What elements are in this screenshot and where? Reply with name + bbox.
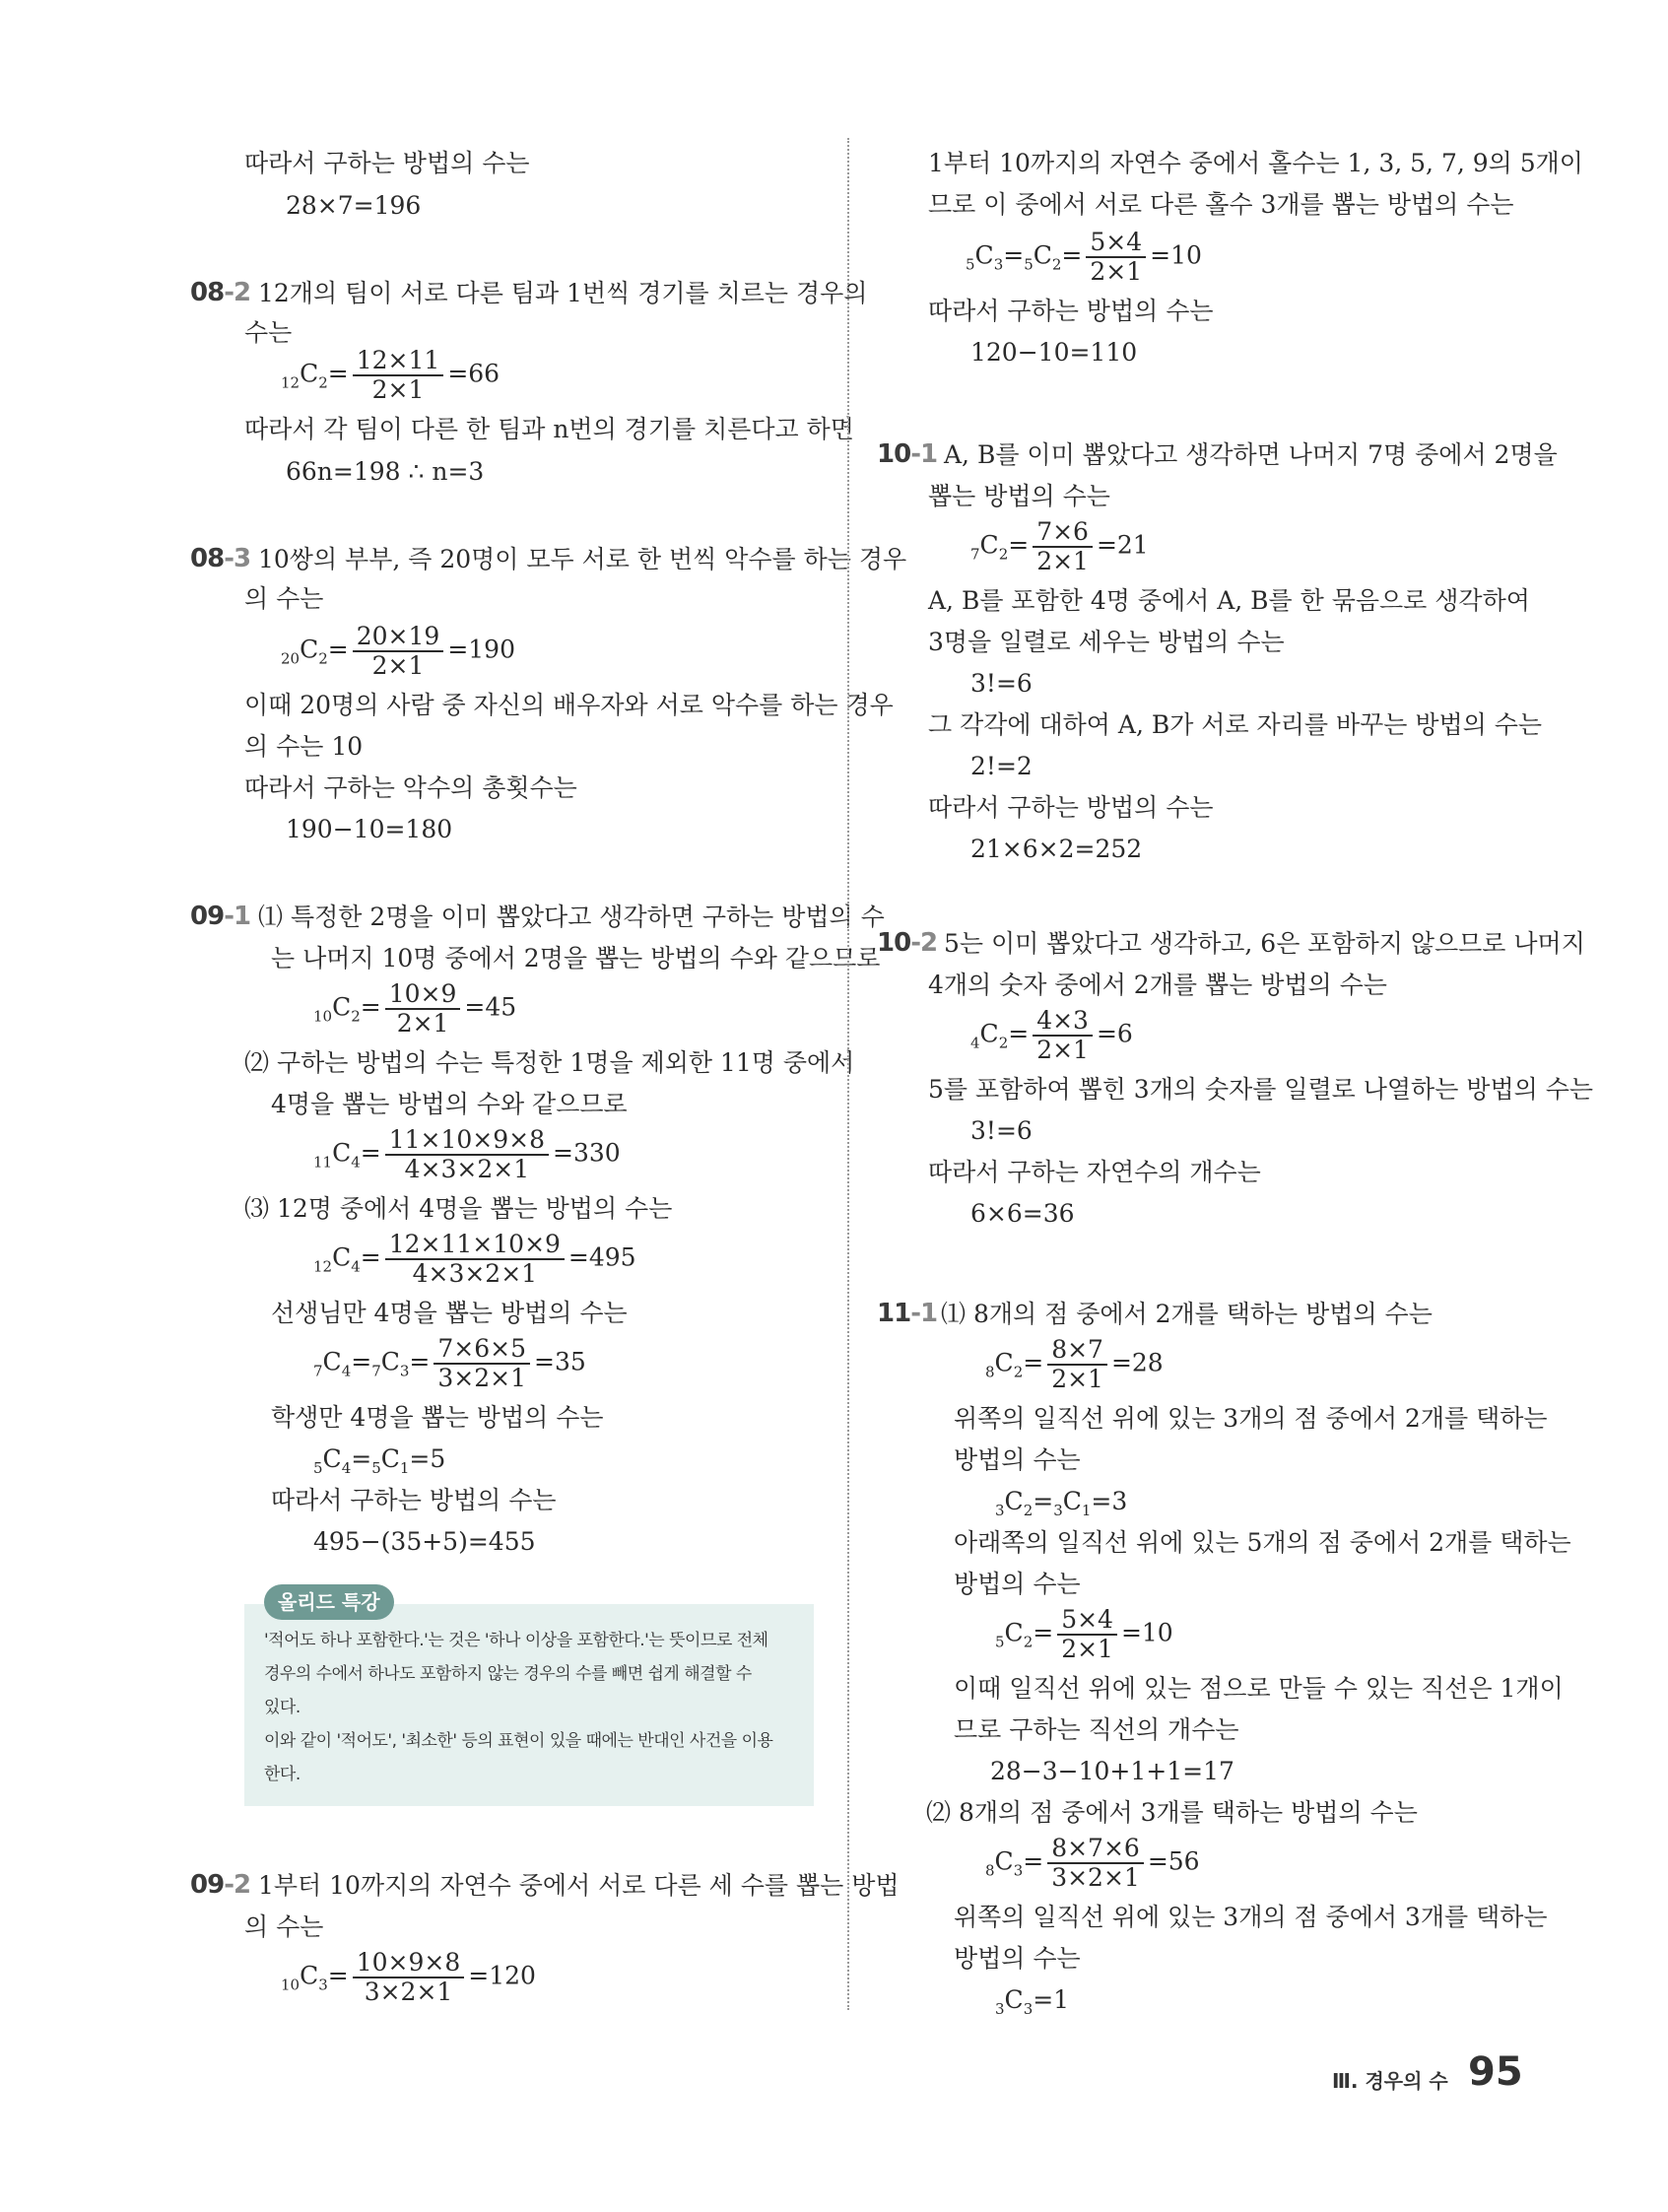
text-line: 뽑는 방법의 수는 bbox=[928, 482, 1110, 510]
equation: $_{12}C_2=$ $\frac{12\times 11}{2\times 1}$ =66 bbox=[281, 346, 500, 404]
text-line: 따라서 구하는 방법의 수는 bbox=[271, 1486, 557, 1514]
problem-number: 10-1 bbox=[877, 439, 938, 469]
text-line: 방법의 수는 bbox=[954, 1570, 1081, 1598]
text-line: 따라서 각 팀이 다른 한 팀과 n번의 경기를 치른다고 하면 bbox=[244, 415, 854, 443]
equation: $_3C_2=_3C_1=3$ bbox=[995, 1487, 1128, 1519]
tip-text: 한다. bbox=[264, 1765, 300, 1784]
equation: $_{20}C_2=$ $\frac{20\times 19}{2\times 1}$ =190 bbox=[281, 622, 515, 680]
text-line: 따라서 구하는 방법의 수는 bbox=[928, 793, 1214, 822]
problem-number: 08-2 bbox=[190, 278, 251, 307]
text-line: 위쪽의 일직선 위에 있는 3개의 점 중에서 3개를 택하는 bbox=[954, 1903, 1548, 1931]
problem-number: 10-2 bbox=[877, 928, 938, 958]
text-line: 므로 구하는 직선의 개수는 bbox=[954, 1715, 1239, 1744]
equation: $_{10}C_3=$ $\frac{10\times 9\times 8}{3\times 2\times 1}$ =120 bbox=[281, 1948, 536, 2006]
text-line: 5를 포함하여 뽑힌 3개의 숫자를 일렬로 나열하는 방법의 수는 bbox=[928, 1075, 1593, 1104]
text-line: 의 수는 10 bbox=[244, 732, 364, 761]
equation: 21×6×2=252 bbox=[970, 835, 1143, 863]
equation: $_7C_4=_7C_3=$ $\frac{7\times 6\times 5}{3\times 2\times 1}$ =35 bbox=[313, 1334, 586, 1392]
tip-text: 이와 같이 '적어도', '최소한' 등의 표현이 있을 때에는 반대인 사건을 이용 bbox=[264, 1731, 773, 1751]
tip-text: 있다. bbox=[264, 1698, 300, 1717]
problem-number: 09-2 bbox=[190, 1870, 251, 1900]
text-line: ⑶ 12명 중에서 4명을 뽑는 방법의 수는 bbox=[244, 1194, 673, 1223]
text-line: 따라서 구하는 방법의 수는 bbox=[244, 149, 530, 177]
tip-text: '적어도 하나 포함한다.'는 것은 '하나 이상을 포함한다.'는 뜻이므로 전체 bbox=[264, 1631, 768, 1650]
text-line: 위쪽의 일직선 위에 있는 3개의 점 중에서 2개를 택하는 bbox=[954, 1404, 1548, 1433]
text-line: 이때 20명의 사람 중 자신의 배우자와 서로 악수를 하는 경우 bbox=[244, 691, 894, 719]
tip-label: 올리드 특강 bbox=[264, 1584, 394, 1620]
problem-number: 08-3 bbox=[190, 544, 251, 573]
text-line: 1부터 10까지의 자연수 중에서 홀수는 1, 3, 5, 7, 9의 5개이 bbox=[928, 149, 1583, 177]
text-line: 선생님만 4명을 뽑는 방법의 수는 bbox=[271, 1299, 628, 1327]
text-line: 수는 bbox=[244, 318, 293, 347]
equation: $_5C_3=_5C_2=$ $\frac{5\times 4}{2\times 1}$ =10 bbox=[966, 228, 1202, 286]
text-line: 방법의 수는 bbox=[954, 1445, 1081, 1474]
text-line: 4명을 뽑는 방법의 수와 같으므로 bbox=[271, 1090, 628, 1118]
text-line: 학생만 4명을 뽑는 방법의 수는 bbox=[271, 1403, 604, 1432]
text-line: 10쌍의 부부, 즉 20명이 모두 서로 한 번씩 악수를 하는 경우 bbox=[258, 545, 907, 573]
equation: 3!=6 bbox=[970, 669, 1033, 698]
equation: $_7C_2=$ $\frac{7\times 6}{2\times 1}$ =21 bbox=[970, 517, 1149, 575]
equation: $_{12}C_4=$ $\frac{12\times 11\times 10\times 9}{4\times 3\times 2\times 1}$ =495 bbox=[313, 1230, 636, 1288]
text-line: 그 각각에 대하여 A, B가 서로 자리를 바꾸는 방법의 수는 bbox=[928, 710, 1543, 739]
text-line: A, B를 이미 뽑았다고 생각하면 나머지 7명 중에서 2명을 bbox=[944, 440, 1558, 469]
equation: $_8C_2=$ $\frac{8\times 7}{2\times 1}$ =28 bbox=[985, 1335, 1164, 1393]
equation: $_8C_3=$ $\frac{8\times 7\times 6}{3\times 2\times 1}$ =56 bbox=[985, 1834, 1200, 1892]
text-line: 의 수는 bbox=[244, 1912, 324, 1941]
equation: 6×6=36 bbox=[970, 1199, 1075, 1228]
text-line: 따라서 구하는 방법의 수는 bbox=[928, 297, 1214, 325]
text-line: ⑵ 구하는 방법의 수는 특정한 1명을 제외한 11명 중에서 bbox=[244, 1048, 855, 1077]
text-line: 12개의 팀이 서로 다른 팀과 1번씩 경기를 치르는 경우의 bbox=[258, 279, 868, 307]
problem-number: 11-1 bbox=[877, 1299, 938, 1328]
equation: 2!=2 bbox=[970, 752, 1033, 780]
equation: 190−10=180 bbox=[286, 815, 453, 843]
column-divider bbox=[847, 138, 849, 2010]
page-number: 95 bbox=[1468, 2049, 1523, 2095]
text-line: ⑴ 8개의 점 중에서 2개를 택하는 방법의 수는 bbox=[941, 1300, 1433, 1328]
text-line: 4개의 숫자 중에서 2개를 뽑는 방법의 수는 bbox=[928, 971, 1387, 999]
text-line: 5는 이미 뽑았다고 생각하고, 6은 포함하지 않으므로 나머지 bbox=[944, 929, 1585, 958]
tip-text: 경우의 수에서 하나도 포함하지 않는 경우의 수를 빼면 쉽게 해결할 수 bbox=[264, 1664, 752, 1684]
text-line: 3명을 일렬로 세우는 방법의 수는 bbox=[928, 628, 1285, 656]
problem-number: 09-1 bbox=[190, 902, 251, 931]
chapter-label: Ⅲ. 경우의 수 bbox=[1332, 2069, 1448, 2093]
text-line: ⑵ 8개의 점 중에서 3개를 택하는 방법의 수는 bbox=[926, 1798, 1418, 1827]
equation: 28−3−10+1+1=17 bbox=[990, 1757, 1234, 1785]
text-line: 따라서 구하는 악수의 총횟수는 bbox=[244, 773, 577, 802]
text-line: ⑴ 특정한 2명을 이미 뽑았다고 생각하면 구하는 방법의 수 bbox=[258, 903, 885, 931]
equation: $_{11}C_4=$ $\frac{11\times 10\times 9\times 8}{4\times 3\times 2\times 1}$ =330 bbox=[313, 1125, 621, 1183]
equation: $_{10}C_2=$ $\frac{10\times 9}{2\times 1}$ =45 bbox=[313, 979, 517, 1038]
equation: $_5C_2=$ $\frac{5\times 4}{2\times 1}$ =10 bbox=[995, 1605, 1173, 1663]
text-line: 이때 일직선 위에 있는 점으로 만들 수 있는 직선은 1개이 bbox=[954, 1674, 1564, 1703]
text-line: 의 수는 bbox=[244, 584, 324, 613]
text-line: 따라서 구하는 자연수의 개수는 bbox=[928, 1158, 1261, 1186]
text-line: 므로 이 중에서 서로 다른 홀수 3개를 뽑는 방법의 수는 bbox=[928, 190, 1514, 219]
text-line: 1부터 10까지의 자연수 중에서 서로 다른 세 수를 뽑는 방법 bbox=[258, 1871, 900, 1900]
equation: $_3C_3=1$ bbox=[995, 1985, 1070, 2018]
text-line: 아래쪽의 일직선 위에 있는 5개의 점 중에서 2개를 택하는 bbox=[954, 1528, 1571, 1557]
equation: 66n=198 ∴ n=3 bbox=[286, 457, 485, 486]
text-line: 방법의 수는 bbox=[954, 1944, 1081, 1973]
equation: 28×7=196 bbox=[286, 191, 422, 220]
equation: 120−10=110 bbox=[970, 338, 1138, 367]
equation: 3!=6 bbox=[970, 1116, 1033, 1145]
equation: 495−(35+5)=455 bbox=[313, 1527, 536, 1556]
equation: $_5C_4=_5C_1=5$ bbox=[313, 1444, 446, 1477]
text-line: 는 나머지 10명 중에서 2명을 뽑는 방법의 수와 같으므로 bbox=[271, 944, 881, 972]
text-line: A, B를 포함한 4명 중에서 A, B를 한 묶음으로 생각하여 bbox=[928, 586, 1530, 615]
equation: $_4C_2=$ $\frac{4\times 3}{2\times 1}$ =6 bbox=[970, 1006, 1133, 1064]
